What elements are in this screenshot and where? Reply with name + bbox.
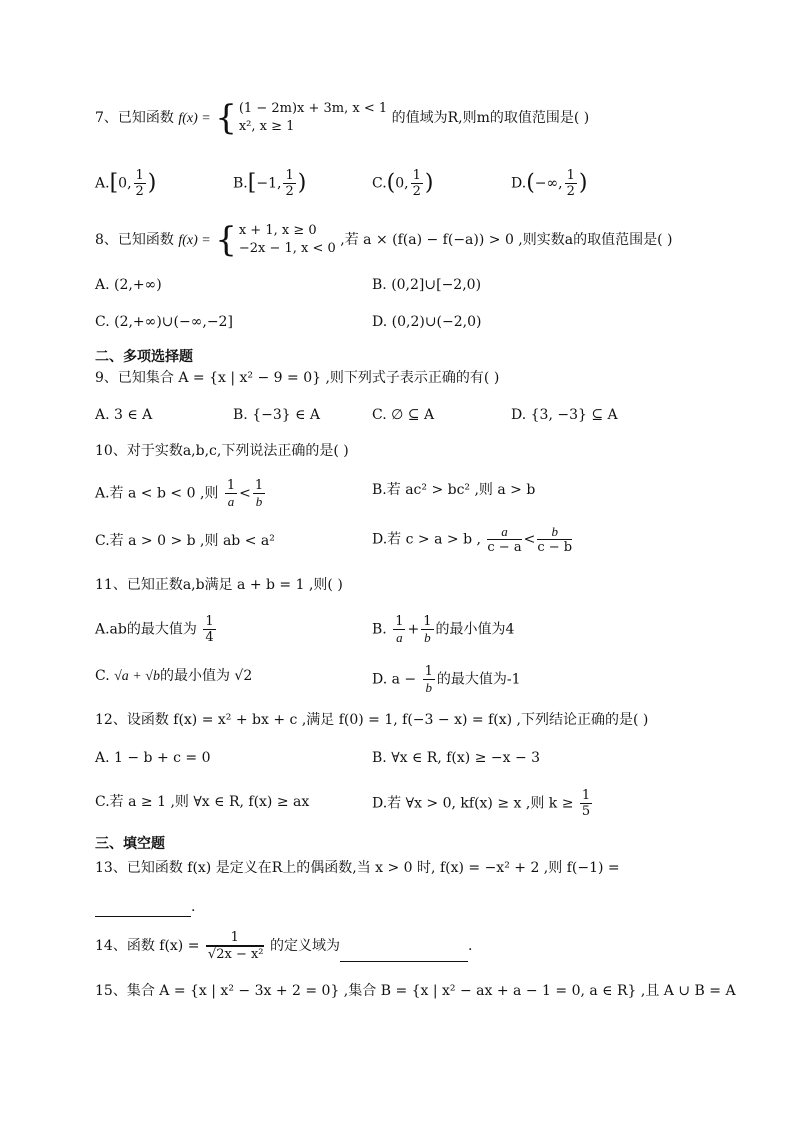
q7-case2: x², x ≥ 1 bbox=[238, 119, 295, 134]
q12-option-d-pre: D.若 ∀x > 0, kf(x) ≥ x ,则 k ≥ bbox=[372, 795, 574, 812]
q7-tail: 的值域为R,则m的取值范围是( ) bbox=[391, 110, 590, 126]
q7-frac-num: 1 bbox=[412, 168, 421, 183]
q8-label: 8、已知函数 bbox=[95, 232, 174, 248]
frac-num: 1 bbox=[423, 614, 432, 629]
frac-num: 1 bbox=[254, 478, 264, 493]
q7-option-d-label: D. bbox=[511, 175, 527, 192]
q7-option-b: B.[−1, $\frac{1}{2}$ ) bbox=[233, 168, 307, 199]
q11-option-c bbox=[95, 666, 252, 687]
frac-num: 1 bbox=[581, 788, 591, 803]
q7-fx: f(x) = bbox=[178, 111, 211, 126]
q7-stem bbox=[95, 100, 589, 136]
q7-frac-den: 2 bbox=[135, 184, 144, 199]
q11-option-c-value: √2 bbox=[234, 668, 253, 684]
q11-option-b bbox=[372, 614, 514, 645]
frac-den: a bbox=[396, 630, 403, 645]
q8-option-c: C. (2,+∞)∪(−∞,−2] bbox=[95, 314, 233, 330]
q10-stem: 10、对于实数a,b,c,下列说法正确的是( ) bbox=[95, 443, 349, 459]
q11-frac-1b bbox=[421, 614, 433, 645]
q13-blank[interactable] bbox=[95, 896, 191, 917]
q13-answer-line bbox=[95, 896, 195, 917]
q10-option-a-pre: A.若 a < b < 0 ,则 bbox=[95, 485, 219, 502]
q10-frac-1b bbox=[253, 478, 265, 509]
q8-stem bbox=[95, 222, 672, 258]
q14-post: 的定义域为 bbox=[269, 938, 340, 954]
q9-stem: 9、已知集合 A = {x | x² − 9 = 0} ,则下列式子表示正确的有( ) bbox=[95, 370, 500, 386]
q9-option-a: A. 3 ∈ A bbox=[95, 407, 153, 423]
q11-option-c-pre: C. bbox=[95, 668, 110, 684]
q10-option-d-ineq: < bbox=[523, 531, 536, 548]
frac-den: c − a bbox=[487, 540, 522, 555]
frac-num: b bbox=[537, 524, 572, 540]
q11-stem: 11、已知正数a,b满足 a + b = 1 ,则( ) bbox=[95, 577, 343, 593]
frac-den: 4 bbox=[205, 630, 214, 645]
frac-den: a bbox=[227, 494, 235, 509]
q11-option-d-frac bbox=[423, 664, 435, 695]
q7-option-b-frac bbox=[283, 168, 295, 199]
q10-option-d-pre: D.若 c > a > b , bbox=[372, 531, 481, 548]
q9-option-d: D. {3, −3} ⊆ A bbox=[511, 407, 618, 423]
q10-frac-a bbox=[487, 524, 521, 555]
q8-fx: f(x) = bbox=[178, 233, 211, 248]
q11-option-d-pre: D. a − bbox=[372, 671, 417, 688]
q7-option-d-left: −∞, bbox=[534, 175, 563, 192]
q7-option-d-frac bbox=[565, 168, 577, 199]
q10-option-d bbox=[372, 524, 574, 555]
q7-frac-num: 1 bbox=[285, 168, 294, 183]
q7-frac-den: 2 bbox=[566, 184, 575, 199]
q7-option-d: D.(−∞, $\frac{1}{2}$ ) bbox=[511, 168, 588, 199]
q8-cases bbox=[239, 222, 336, 258]
section-multiple-choice-heading: 二、多项选择题 bbox=[95, 349, 193, 365]
q7-brace: { bbox=[215, 98, 237, 138]
q15-stem: 15、集合 A = {x | x² − 3x + 2 = 0} ,集合 B = {x | x² − ax + a − 1 = 0, a ∈ R} ,且 A ∪ B = A bbox=[95, 983, 736, 999]
q11-option-d bbox=[372, 664, 521, 695]
q7-option-a-frac bbox=[134, 168, 146, 199]
q12-stem: 12、设函数 f(x) = x² + bx + c ,满足 f(0) = 1, f(−3 − x) = f(x) ,下列结论正确的是( ) bbox=[95, 712, 649, 728]
q7-option-c-left: 0, bbox=[395, 175, 409, 192]
q7-label: 7、已知函数 bbox=[95, 110, 174, 126]
q8-option-a: A. (2,+∞) bbox=[95, 277, 162, 293]
frac-den: 5 bbox=[581, 804, 591, 819]
q12-option-c: C.若 a ≥ 1 ,则 ∀x ∈ R, f(x) ≥ ax bbox=[95, 794, 310, 810]
q10-option-a bbox=[95, 478, 267, 509]
q13-stem: 13、已知函数 f(x) 是定义在R上的偶函数,当 x > 0 时, f(x) = −x² + 2 ,则 f(−1) = bbox=[95, 860, 620, 876]
q11-option-b-pre: B. bbox=[372, 621, 387, 638]
q11-option-d-post: 的最大值为-1 bbox=[436, 671, 521, 688]
q14-end: . bbox=[467, 938, 473, 954]
frac-den: 2x − x² bbox=[216, 947, 264, 962]
q11-option-c-post: 的最小值为 bbox=[159, 668, 230, 684]
frac-num: 1 bbox=[206, 930, 264, 946]
q13-end: . bbox=[191, 899, 196, 915]
q11-option-a-pre: A.ab的最大值为 bbox=[95, 621, 197, 638]
q10-frac-b bbox=[537, 524, 572, 555]
q8-brace: { bbox=[215, 220, 237, 260]
q11-option-a-frac bbox=[203, 614, 215, 645]
q8-mid: ,若 a × (f(a) − f(−a)) > 0 ,则实数a的取值范围是( ) bbox=[340, 232, 673, 248]
frac-num: a bbox=[487, 524, 521, 540]
q7-option-c: C.(0, $\frac{1}{2}$ ) bbox=[372, 168, 434, 199]
q12-option-a: A. 1 − b + c = 0 bbox=[95, 750, 211, 766]
frac-num: 1 bbox=[424, 664, 433, 679]
q8-option-b: B. (0,2]∪[−2,0) bbox=[372, 277, 482, 293]
q10-option-b: B.若 ac² > bc² ,则 a > b bbox=[372, 482, 536, 498]
q12-option-b: B. ∀x ∈ R, f(x) ≥ −x − 3 bbox=[372, 750, 541, 766]
q7-option-c-label: C. bbox=[372, 175, 387, 192]
q10-option-c: C.若 a > 0 > b ,则 ab < a² bbox=[95, 533, 275, 549]
q7-option-b-left: −1, bbox=[256, 175, 282, 192]
q11-plus: + bbox=[407, 621, 420, 638]
q9-option-c: C. ∅ ⊆ A bbox=[372, 407, 435, 423]
q10-option-a-ineq: < bbox=[239, 485, 251, 502]
q7-cases bbox=[239, 100, 387, 136]
section-fill-in-heading: 三、填空题 bbox=[95, 836, 165, 852]
q12-option-d-frac bbox=[580, 788, 592, 819]
q14-stem bbox=[95, 930, 472, 962]
q7-option-a: A.[0, $\frac{1}{2}$ ) bbox=[95, 168, 157, 199]
frac-den: b bbox=[255, 494, 263, 509]
q9-option-b: B. {−3} ∈ A bbox=[233, 407, 321, 423]
frac-num: 1 bbox=[395, 614, 404, 629]
frac-num: 1 bbox=[226, 478, 236, 493]
q8-case1: x + 1, x ≥ 0 bbox=[238, 223, 317, 238]
q7-frac-den: 2 bbox=[412, 184, 421, 199]
q7-frac-num: 1 bbox=[135, 168, 144, 183]
frac-den: b bbox=[424, 630, 431, 645]
q7-option-a-left: 0, bbox=[118, 175, 132, 192]
frac-den: b bbox=[425, 680, 432, 695]
q7-option-a-label: A. bbox=[95, 175, 110, 192]
q7-option-b-label: B. bbox=[233, 175, 248, 192]
q8-case2: −2x − 1, x < 0 bbox=[238, 241, 336, 256]
q12-option-d bbox=[372, 788, 594, 819]
q14-pre: 14、函数 f(x) = bbox=[95, 938, 200, 954]
frac-num: 1 bbox=[205, 614, 214, 629]
q7-case1: (1 − 2m)x + 3m, x < 1 bbox=[238, 101, 388, 116]
q14-frac bbox=[206, 930, 264, 962]
q11-frac-1a bbox=[393, 614, 405, 645]
frac-den: c − b bbox=[537, 540, 573, 555]
q14-blank[interactable] bbox=[340, 941, 468, 962]
q10-frac-1a bbox=[225, 478, 237, 509]
q7-option-c-frac bbox=[411, 168, 423, 199]
q7-frac-num: 1 bbox=[566, 168, 575, 183]
q14-sqrt: √2x − x² bbox=[207, 947, 264, 962]
q7-frac-den: 2 bbox=[285, 184, 294, 199]
q8-option-d: D. (0,2)∪(−2,0) bbox=[372, 314, 482, 330]
q11-option-b-post: 的最小值为4 bbox=[435, 621, 515, 638]
q11-option-c-expr: √a + √b bbox=[114, 669, 160, 684]
q11-option-a bbox=[95, 614, 218, 645]
